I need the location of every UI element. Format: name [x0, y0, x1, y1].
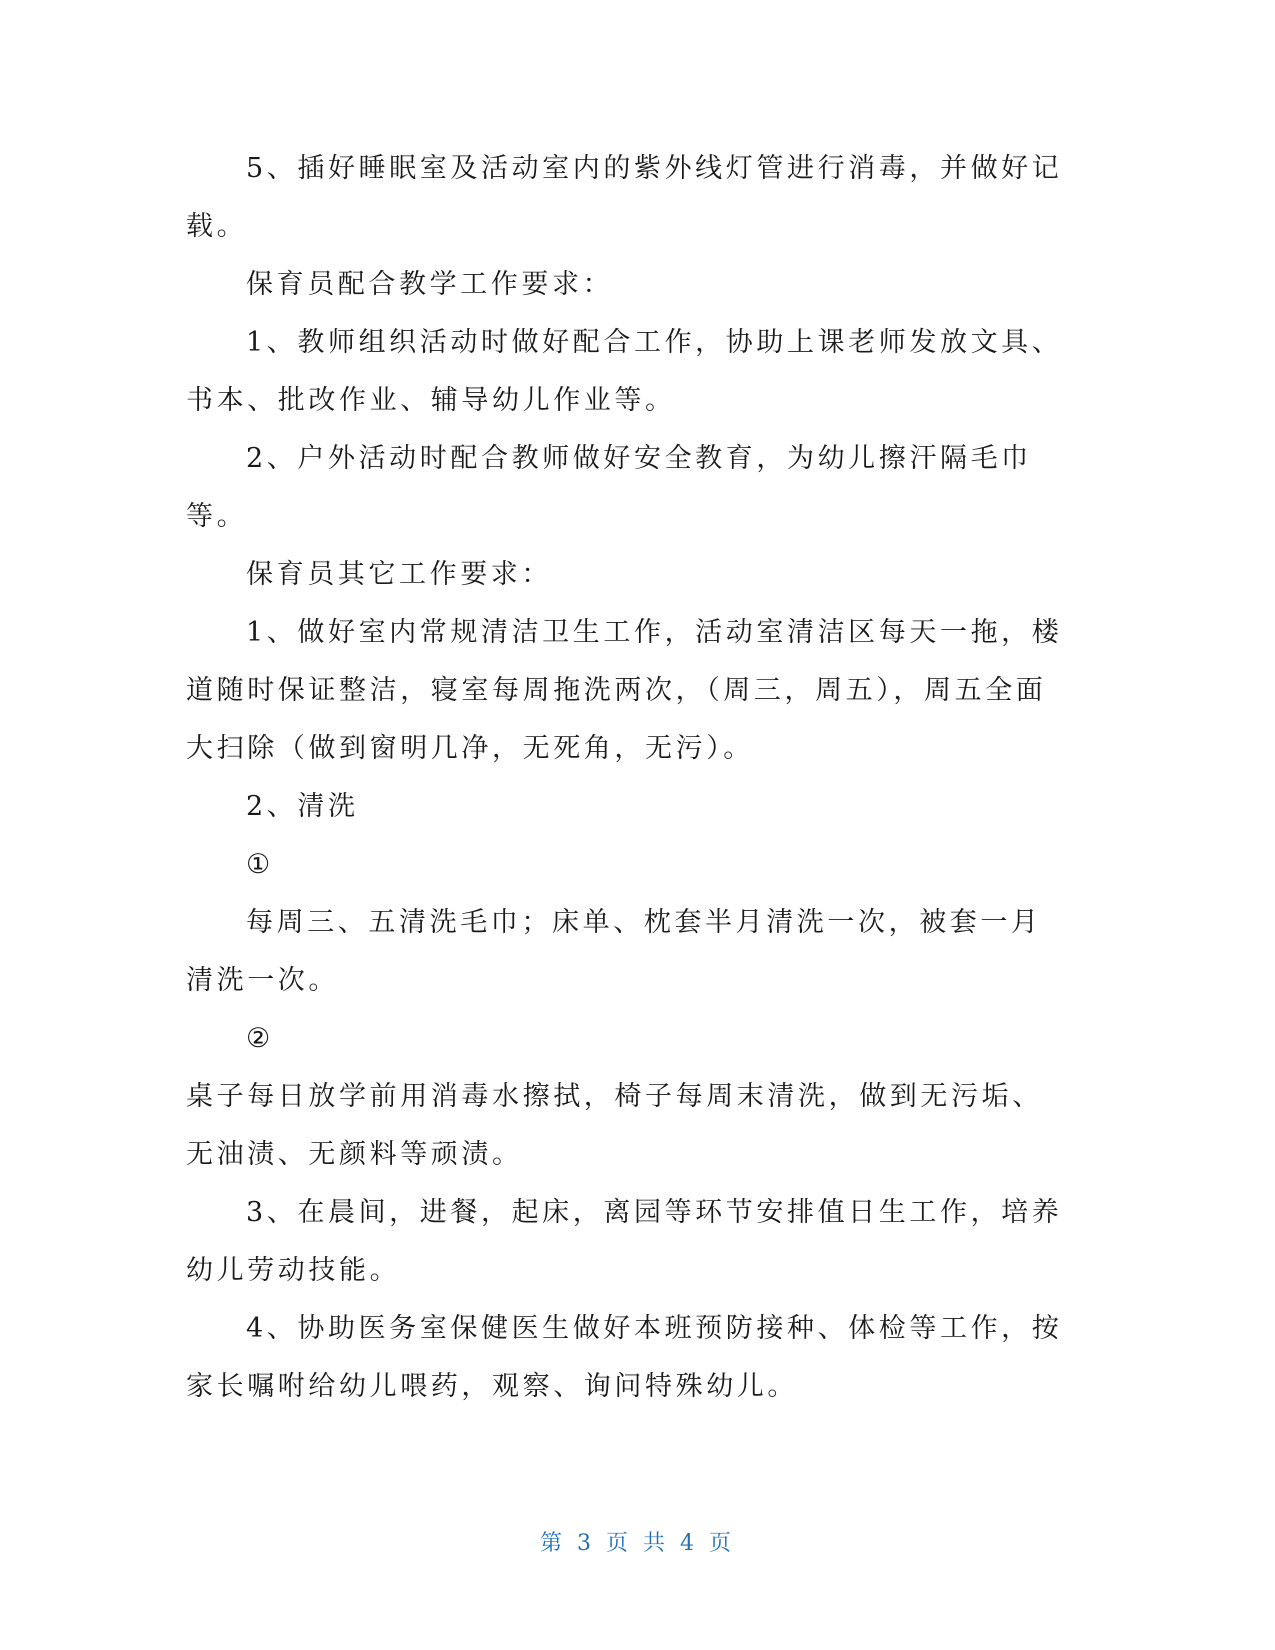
- paragraph-other-1: 1、做好室内常规清洁卫生工作，活动室清洁区每天一拖，楼道随时保证整洁，寝室每周拖洗两次，（周三，周五），周五全面大扫除（做到窗明几净，无死角，无污）。: [186, 617, 1063, 764]
- paragraph-other-4: 4、协助医务室保健医生做好本班预防接种、体检等工作，按家长嘱咐给幼儿喂药，观察、询问特殊幼儿。: [186, 1313, 1063, 1402]
- paragraph-teaching-2: 2、户外活动时配合教师做好安全教育，为幼儿擦汗隔毛巾等。: [186, 443, 1032, 532]
- paragraph-washing-1: 每周三、五清洗毛巾；床单、枕套半月清洗一次，被套一月清洗一次。: [186, 907, 1042, 996]
- section-heading-teaching: 保育员配合教学工作要求：: [246, 269, 614, 300]
- document-body: [186, 140, 1066, 1416]
- page-number-label: 第 3 页 共 4 页: [540, 1531, 735, 1556]
- section-heading-other: 保育员其它工作要求：: [246, 559, 552, 590]
- circled-marker-2: ②: [246, 1023, 274, 1054]
- paragraph-item-5: 5、插好睡眠室及活动室内的紫外线灯管进行消毒，并做好记载。: [186, 153, 1063, 242]
- paragraph-teaching-1: 1、教师组织活动时做好配合工作，协助上课老师发放文具、书本、批改作业、辅导幼儿作业等。: [186, 327, 1063, 416]
- circled-marker-1: ①: [246, 849, 274, 880]
- page-footer: [0, 1526, 1275, 1557]
- paragraph-other-3: 3、在晨间，进餐，起床，离园等环节安排值日生工作，培养幼儿劳动技能。: [186, 1197, 1063, 1286]
- paragraph-other-2: 2、清洗: [246, 791, 359, 822]
- paragraph-washing-2: 桌子每日放学前用消毒水擦拭，椅子每周末清洗，做到无污垢、无油渍、无颜料等顽渍。: [186, 1081, 1043, 1170]
